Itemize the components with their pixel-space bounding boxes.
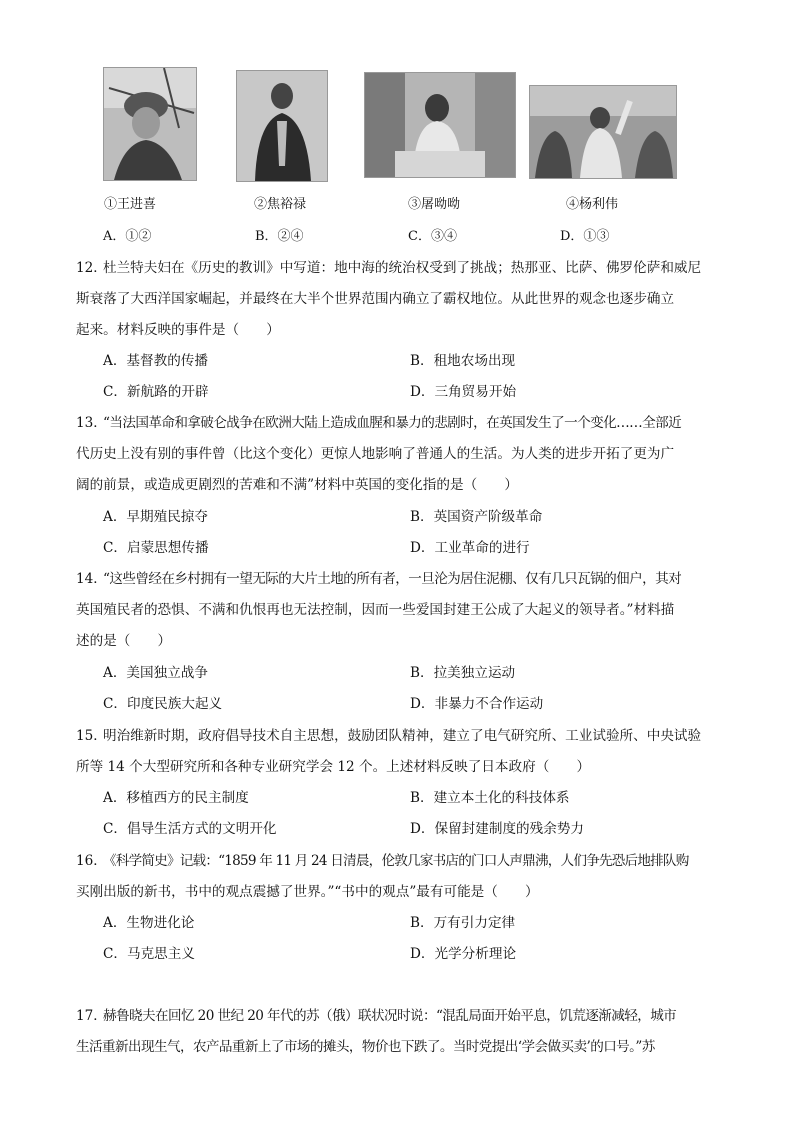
photo-jiao-yulu [236,70,328,182]
option-b: B．英国资产阶级革命 [410,509,543,525]
question-number: 14． [76,571,107,587]
question-text-line: 杜兰特夫妇在《历史的教训》中写道：地中海的统治权受到了挑战；热那亚、比萨、佛罗伦萨和威尼 [103,260,702,276]
question-number: 16． [76,853,107,869]
question-number: 15． [76,728,107,744]
option-c: C．启蒙思想传播 [103,540,209,556]
scientist-at-desk-photo-icon [365,73,515,177]
worker-fur-hat-photo-icon [104,68,196,180]
question-number: 13． [76,415,107,431]
photo-wang-jinxi [103,67,197,181]
option-a: A．移植西方的民主制度 [103,790,249,806]
option-a: A．生物进化论 [103,915,195,931]
question-number: 12． [76,260,107,276]
option-b: B．租地农场出现 [410,353,516,369]
option-a: A．早期殖民掠夺 [103,509,208,525]
option-d: D．①③ [560,229,610,244]
option-d: D．工业革命的进行 [410,540,530,556]
question-text-line: 买刚出版的新书，书中的观点震撼了世界。”“书中的观点”最有可能是（ ） [76,884,539,900]
option-c: C．③④ [408,229,457,244]
question-text-line: 英国殖民者的恐惧、不满和仇恨再也无法控制，因而一些爱国封建王公成了大起义的领导者。”材料描 [76,602,675,618]
question-text-line: 生活重新出现生气，农产品重新上了市场的摊头，物价也下跌了。当时党提出‘学会做买卖’的口号。”苏 [76,1039,655,1055]
man-standing-photo-icon [237,71,327,181]
option-d: D．光学分析理论 [410,946,517,962]
photo-caption: ③屠呦呦 [408,197,461,212]
option-d: D．三角贸易开始 [410,384,517,400]
option-d: D．非暴力不合作运动 [410,696,544,712]
option-c: C．新航路的开辟 [103,384,209,400]
question-text-line: 斯衰落了大西洋国家崛起，并最终在大半个世界范围内确立了霸权地位。从此世界的观念也逐步确立 [76,291,675,307]
option-a: A．①② [103,229,152,244]
option-b: B．万有引力定律 [410,915,516,931]
option-c: C．马克思主义 [103,946,195,962]
question-text-line: “这些曾经在乡村拥有一望无际的大片土地的所有者，一旦沦为居住泥棚、仅有几只瓦锅的佃户，其对 [103,571,682,587]
photo-tu-youyou [364,72,516,178]
option-c: C．倡导生活方式的文明开化 [103,821,277,837]
option-d: D．保留封建制度的残余势力 [410,821,585,837]
photo-caption: ④杨利伟 [566,197,619,212]
photo-caption: ①王进喜 [104,197,157,212]
option-b: B．建立本土化的科技体系 [410,790,570,806]
option-b: B．②④ [255,229,304,244]
option-b: B．拉美独立运动 [410,665,516,681]
question-text-line: 述的是（ ） [76,633,172,649]
question-text-line: 代历史上没有别的事件曾（比这个变化）更惊人地影响了普通人的生活。为人类的进步开拓了更为广 [76,446,675,462]
question-text-line: 《科学简史》记载：“1859 年 11 月 24 日清晨，伦敦几家书店的门口人声鼎沸，人们争先恐后地排队购 [103,853,689,869]
question-text-line: 所等 14 个大型研究所和各种专业研究学会 12 个。上述材料反映了日本政府（ ） [76,759,591,775]
photo-caption: ②焦裕禄 [254,197,307,212]
astronaut-waving-photo-icon [530,86,676,178]
option-a: A．基督教的传播 [103,353,208,369]
question-text-line: 赫鲁晓夫在回忆 20 世纪 20 年代的苏（俄）联状况时说：“混乱局面开始平息，饥荒逐渐减轻，城市 [103,1008,677,1024]
photo-yang-liwei [529,85,677,179]
question-text-line: 起来。材料反映的事件是（ ） [76,322,280,338]
question-text-line: “当法国革命和拿破仑战争在欧洲大陆上造成血腥和暴力的悲剧时，在英国发生了一个变化……全部近 [103,415,682,431]
question-text-line: 明治维新时期，政府倡导技术自主思想，鼓励团队精神，建立了电气研究所、工业试验所、中央试验 [103,728,702,744]
option-c: C．印度民族大起义 [103,696,223,712]
option-a: A．美国独立战争 [103,665,208,681]
question-text-line: 阔的前景，或造成更剧烈的苦难和不满”材料中英国的变化指的是（ ） [76,477,518,493]
question-number: 17． [76,1008,107,1024]
